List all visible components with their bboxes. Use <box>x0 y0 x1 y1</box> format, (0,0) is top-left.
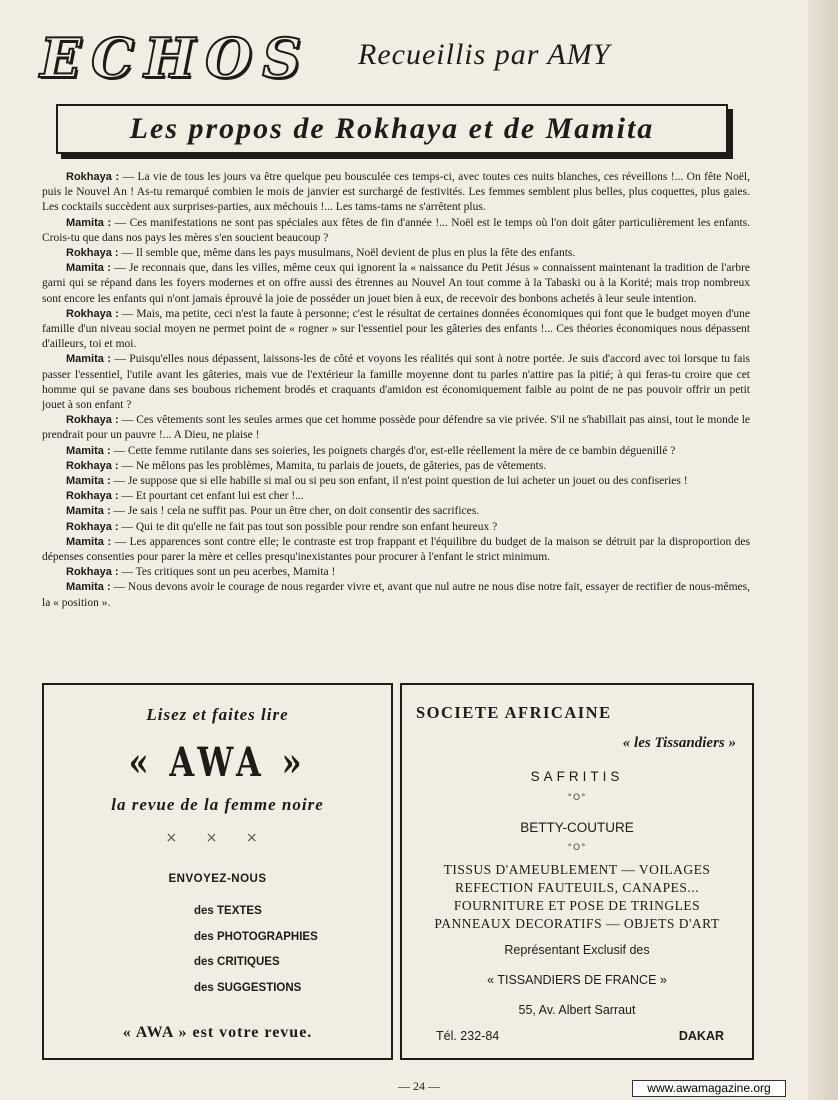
website-watermark: www.awamagazine.org <box>632 1080 786 1097</box>
speaker-name: Mamita : <box>66 216 112 229</box>
line-text: — Tes critiques sont un peu acerbes, Mamita ! <box>121 566 336 579</box>
dialogue-line <box>42 565 750 580</box>
speaker-name: Rokhaya : <box>66 520 119 533</box>
speaker-name: Mamita : <box>66 262 111 275</box>
dialogue-line <box>42 504 750 519</box>
line-text: — Cette femme rutilante dans ses soieries, les poignets chargés d'or, est-elle réellement la mère de ce bambin déguenillé ? <box>113 444 676 457</box>
speaker-name: Rokhaya : <box>66 459 119 472</box>
speaker-name: Mamita : <box>66 535 112 548</box>
line-text: — Ces vêtements sont les seules armes que cet homme possède pour défendre sa vie privée. S'il ne s'habillait pas ainsi, tout le monde le prendrait pour un pauvre !... A Dieu, ne plaise ! <box>42 414 750 442</box>
dialogue-line <box>42 307 750 353</box>
speaker-name: Mamita : <box>66 353 112 366</box>
speaker-name: Mamita : <box>66 581 111 594</box>
line-text: — Ces manifestations ne sont pas spéciales aux fêtes de fin d'année !... Noël est le temps où l'on doit gâter particulièrement les enfants. Crois-tu que dans nos pays les mères s'en soucient beaucoup ? <box>42 216 750 244</box>
dialogue-line <box>42 520 750 535</box>
line-text: — Je suppose que si elle habille si mal ou si peu son enfant, il n'est point question de lui acheter un jouet ou des confiseries ! <box>113 475 688 488</box>
separator-crosses: × × × <box>165 830 270 846</box>
ad-footer: « AWA » est votre revue. <box>122 1024 313 1041</box>
column-title: Les propos de Rokhaya et de Mamita <box>56 104 728 154</box>
line-text: — Qui te dit qu'elle ne fait pas tout son possible pour rendre son enfant heureux ? <box>121 520 498 533</box>
magazine-name: « AWA » <box>128 739 307 786</box>
service-item: FOURNITURE ET POSE DE TRINGLES <box>453 898 701 913</box>
speaker-name: Mamita : <box>66 475 111 488</box>
speaker-name: Mamita : <box>66 444 111 457</box>
line-text: — Je reconnais que, dans les villes, même ceux qui ignorent la « naissance du Petit Jésus » connaissent maintenant la tradition de l'arbre garni qui se répand dans les foyers modernes et on offre aussi des étrennes au Nouvel An tout comme à la Tabaski ou à la Korité; mais trop nombreux sont encore les enfants qui n'ont jamais éprouvé la joie de posséder un jouet bien à eux, de recevoir des bonbons achetés à leur seule intention. <box>42 262 751 305</box>
speaker-name: Rokhaya : <box>66 490 119 503</box>
service-item: REFECTION FAUTEUILS, CANAPES... <box>454 880 699 895</box>
dialogue-line <box>42 170 750 216</box>
brand-betty-couture: BETTY-COUTURE <box>520 820 634 835</box>
dialogue-line <box>42 261 750 307</box>
service-item: PANNEAUX DECORATIFS — OBJETS D'ART <box>434 916 720 931</box>
company-name: SOCIETE AFRICAINE <box>416 703 612 722</box>
speaker-name: Rokhaya : <box>66 307 119 320</box>
represented-brand: « TISSANDIERS DE FRANCE » <box>487 973 667 987</box>
dialogue-line <box>42 444 750 459</box>
ad-headline: Lisez et faites lire <box>146 705 289 724</box>
line-text: — Je sais ! cela ne suffit pas. Pour un être cher, on doit consentir des sacrifices. <box>113 505 480 518</box>
dialogue-line <box>42 459 750 474</box>
submission-item: des CRITIQUES <box>194 956 280 968</box>
company-subtitle: « les Tissandiers » <box>622 735 736 751</box>
line-text: — Et pourtant cet enfant lui est cher !... <box>121 490 304 503</box>
section-title: ECHOS <box>40 26 312 90</box>
awa-advertisement <box>42 683 393 1060</box>
page-header <box>40 28 740 88</box>
dialogue-line <box>42 535 750 565</box>
speaker-name: Rokhaya : <box>66 171 120 183</box>
magazine-tagline: la revue de la femme noire <box>111 795 324 814</box>
line-text: — Il semble que, même dans les pays musulmans, Noël devient de plus en plus la fête des enfants. <box>121 247 576 260</box>
dialogue-line <box>42 352 750 413</box>
dialogue-line <box>42 580 750 610</box>
services-list <box>402 861 752 933</box>
dialogue-line <box>42 216 750 246</box>
submission-item: des SUGGESTIONS <box>194 981 302 994</box>
line-text: — Ne mêlons pas les problèmes, Mamita, tu parlais de jouets, de gâteries, pas de vêtements. <box>121 459 547 472</box>
company-phone: Tél. 232-84 <box>436 1029 500 1043</box>
dialogue-line <box>42 246 750 261</box>
ad-call: ENVOYEZ-NOUS <box>168 873 267 885</box>
submission-item: des TEXTES <box>194 905 262 917</box>
page-edge <box>808 0 838 1100</box>
speaker-name: Rokhaya : <box>66 414 119 427</box>
speaker-name: Rokhaya : <box>66 247 119 260</box>
page-number: — 24 — <box>398 1079 440 1093</box>
byline: Recueillis par AMY <box>358 38 611 71</box>
submission-list <box>194 899 318 1001</box>
speaker-name: Mamita : <box>66 505 111 518</box>
dialogue-line <box>42 413 750 443</box>
submission-item: des PHOTOGRAPHIES <box>194 930 318 943</box>
company-city: DAKAR <box>678 1029 724 1043</box>
speaker-name: Rokhaya : <box>66 566 119 579</box>
line-text: — Nous devons avoir le courage de nous regarder vivre et, avant que nul autre ne nous dise notre fait, essayer de rectifier de nous-mêmes, la « position ». <box>42 581 750 609</box>
brand-safritis: SAFRITIS <box>530 769 624 784</box>
line-text: — Mais, ma petite, ceci n'est la faute à personne; c'est le résultat de certaines données économiques qui font que le budget moyen d'une famille d'un niveau social moyen ne permet point de « rogner » sur l'essentiel pour les gâteries des enfants !... Ces théories économiques nous dépassent d'ailleurs, toi et moi. <box>42 307 750 351</box>
societe-advertisement <box>400 683 754 1060</box>
company-address: 55, Av. Albert Sarraut <box>518 1003 636 1017</box>
representative-label: Représentant Exclusif des <box>504 943 650 957</box>
separator-circles: °O° <box>567 843 587 853</box>
line-text: — La vie de tous les jours va être quelque peu bousculée ces temps-ci, avec toutes ces nuits blanches, ces réveillons !... On fête Noël, puis le Nouvel An ! As-tu remarqué combien le mois de janvier est surchargé de festivités. Les femmes semblent plus belles, plus coquettes, plus gaies. Les cocktails succèdent aux surprises-parties, aux méchouis !... Les tams-tams ne s'arrêtent plus. <box>42 171 750 214</box>
dialogue-line <box>42 474 750 489</box>
line-text: — Les apparences sont contre elle; le contraste est trop frappant et l'équilibre du budget de la maison se détruit par la disproportion des dépenses consenties pour parer la mère et celles presqu'inexistantes pour procurer à l'enfant le strict minimum. <box>42 535 750 564</box>
separator-circles: °O° <box>567 793 587 803</box>
dialogue-line <box>42 489 750 504</box>
dialogue <box>42 170 750 611</box>
line-text: — Puisqu'elles nous dépassent, laissons-les de côté et voyons les réalités qui sont à notre portée. Je suis d'accord avec toi lorsque tu fais passer l'essentiel, l'utile avant les gâteries, mais vue de l'extérieur la famille moyenne dont tu parles n'attire pas la pitié; à qui feras-tu croire que cet homme qui se pavane dans ses boubous richement brodés et craquants d'amidon est économiquement faible au point de ne pas pouvoir offrir un petit jouet à son enfant ? <box>42 353 751 412</box>
service-item: TISSUS D'AMEUBLEMENT — VOILAGES <box>443 862 711 877</box>
